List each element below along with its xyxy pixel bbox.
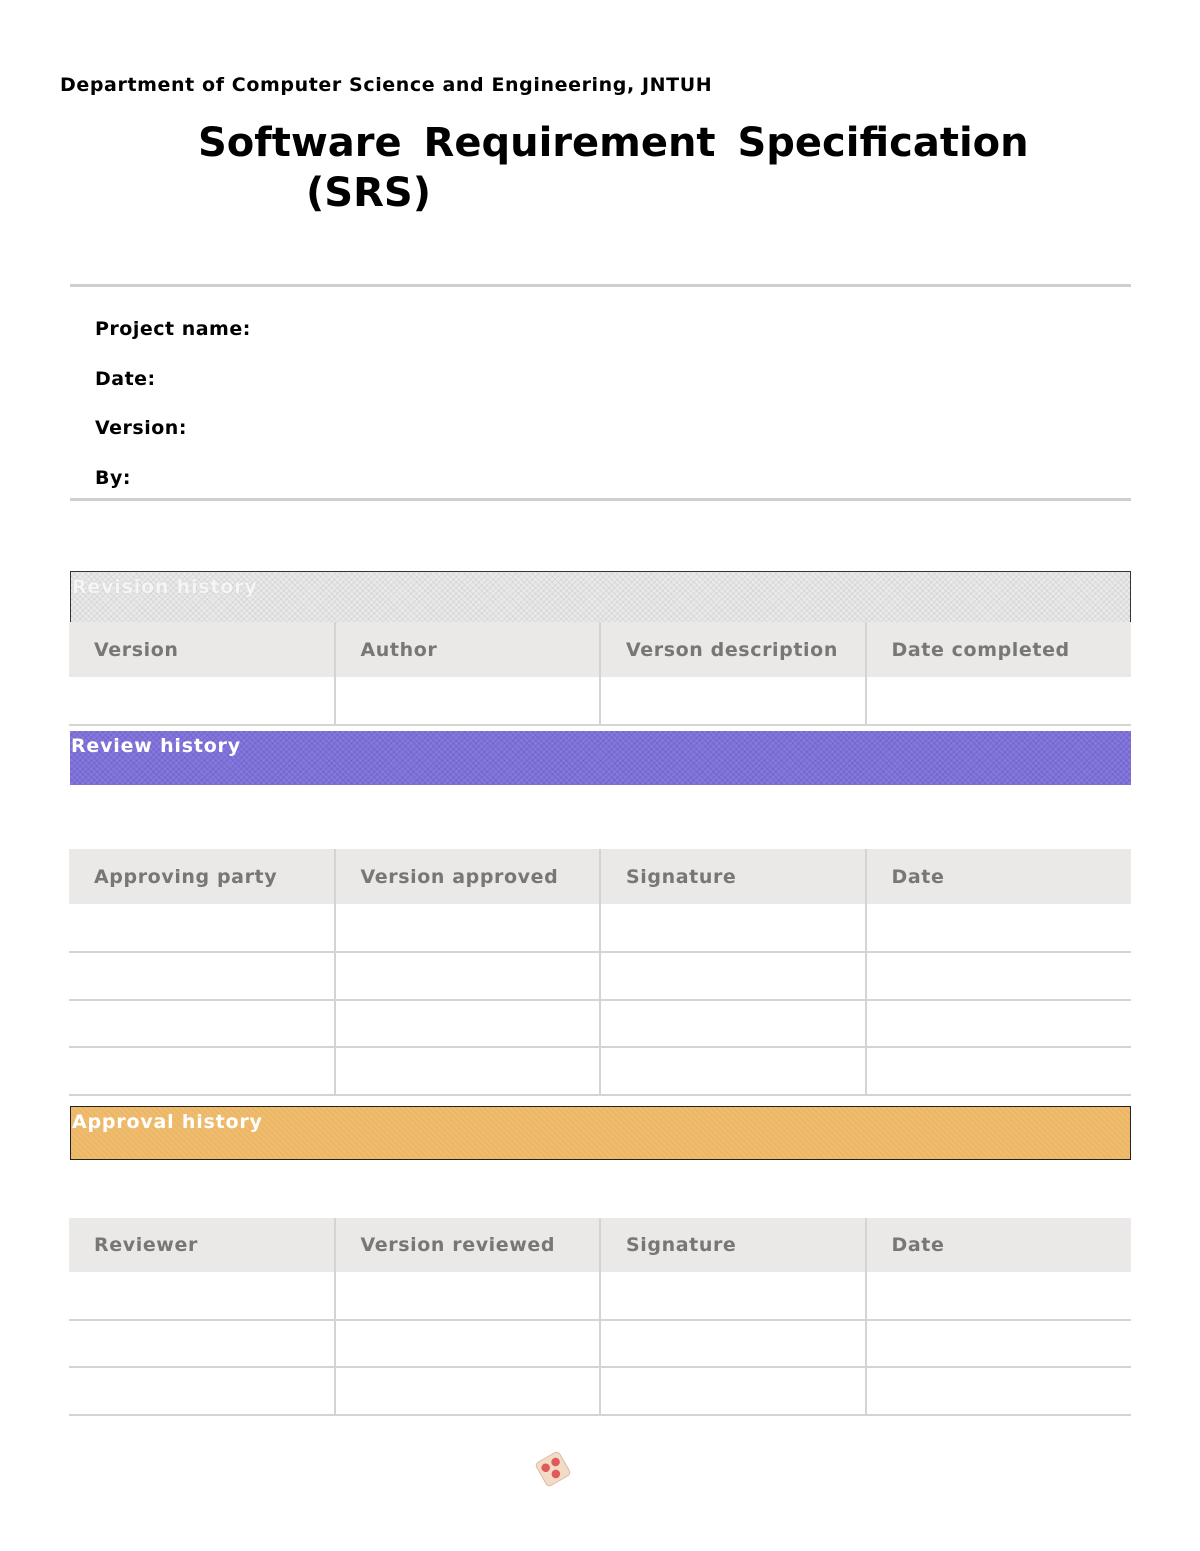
decorative-logo-icon xyxy=(534,1450,572,1488)
table-row xyxy=(69,1047,1131,1095)
table-cell[interactable] xyxy=(600,1272,866,1320)
project-name-label: Project name: xyxy=(95,318,251,340)
column-header: Author xyxy=(335,622,601,677)
column-header: Approving party xyxy=(69,849,335,904)
table-cell[interactable] xyxy=(866,1320,1132,1367)
table-cell[interactable] xyxy=(335,1000,601,1047)
column-header: Version reviewed xyxy=(335,1218,601,1272)
table-cell[interactable] xyxy=(866,1367,1132,1415)
table-cell[interactable] xyxy=(335,1367,601,1415)
approval-history-table xyxy=(69,1218,1131,1416)
table-cell[interactable] xyxy=(600,677,866,725)
table-cell[interactable] xyxy=(866,1000,1132,1047)
column-header: Version xyxy=(69,622,335,677)
department-heading: Department of Computer Science and Engineering, JNTUH xyxy=(60,74,713,96)
table-row xyxy=(69,904,1131,952)
table-cell[interactable] xyxy=(866,952,1132,1000)
revision-history-label: Revision history xyxy=(72,576,258,598)
table-cell[interactable] xyxy=(69,677,335,725)
column-header: Signature xyxy=(600,849,866,904)
table-cell[interactable] xyxy=(335,1320,601,1367)
table-cell[interactable] xyxy=(335,952,601,1000)
table-cell[interactable] xyxy=(69,1000,335,1047)
table-cell[interactable] xyxy=(600,1047,866,1095)
column-header: Verson description xyxy=(600,622,866,677)
table-row xyxy=(69,677,1131,725)
table-row xyxy=(69,1367,1131,1415)
by-label: By: xyxy=(95,467,131,489)
table-header-row xyxy=(69,1218,1131,1272)
approval-history-label: Approval history xyxy=(72,1111,263,1133)
table-cell[interactable] xyxy=(600,904,866,952)
document-title-abbrev: (SRS) xyxy=(306,170,431,216)
date-label: Date: xyxy=(95,368,156,390)
table-cell[interactable] xyxy=(866,1272,1132,1320)
table-cell[interactable] xyxy=(69,1272,335,1320)
table-cell[interactable] xyxy=(600,1367,866,1415)
table-row xyxy=(69,1000,1131,1047)
column-header: Date xyxy=(866,1218,1132,1272)
table-cell[interactable] xyxy=(335,1272,601,1320)
table-header-row xyxy=(69,622,1131,677)
column-header: Date xyxy=(866,849,1132,904)
info-divider xyxy=(70,498,1131,501)
table-row xyxy=(69,1320,1131,1367)
column-header: Signature xyxy=(600,1218,866,1272)
table-cell[interactable] xyxy=(866,904,1132,952)
table-cell[interactable] xyxy=(69,1320,335,1367)
table-cell[interactable] xyxy=(866,677,1132,725)
column-header: Version approved xyxy=(335,849,601,904)
table-cell[interactable] xyxy=(335,1047,601,1095)
table-cell[interactable] xyxy=(335,904,601,952)
table-cell[interactable] xyxy=(69,1367,335,1415)
review-history-band xyxy=(70,731,1131,785)
review-history-label: Review history xyxy=(71,735,241,757)
table-cell[interactable] xyxy=(69,1047,335,1095)
document-title: Software Requirement Specification xyxy=(198,120,1029,166)
table-cell[interactable] xyxy=(866,1047,1132,1095)
table-cell[interactable] xyxy=(600,952,866,1000)
revision-history-band xyxy=(70,571,1131,623)
table-cell[interactable] xyxy=(69,952,335,1000)
table-cell[interactable] xyxy=(600,1320,866,1367)
column-header: Reviewer xyxy=(69,1218,335,1272)
table-header-row xyxy=(69,849,1131,904)
table-row xyxy=(69,952,1131,1000)
approval-history-band xyxy=(70,1106,1131,1160)
revision-history-table xyxy=(69,622,1131,726)
review-history-table xyxy=(69,849,1131,1096)
table-cell[interactable] xyxy=(69,904,335,952)
table-cell[interactable] xyxy=(335,677,601,725)
column-header: Date completed xyxy=(866,622,1132,677)
top-divider xyxy=(70,284,1131,287)
version-label: Version: xyxy=(95,417,187,439)
table-cell[interactable] xyxy=(600,1000,866,1047)
table-row xyxy=(69,1272,1131,1320)
